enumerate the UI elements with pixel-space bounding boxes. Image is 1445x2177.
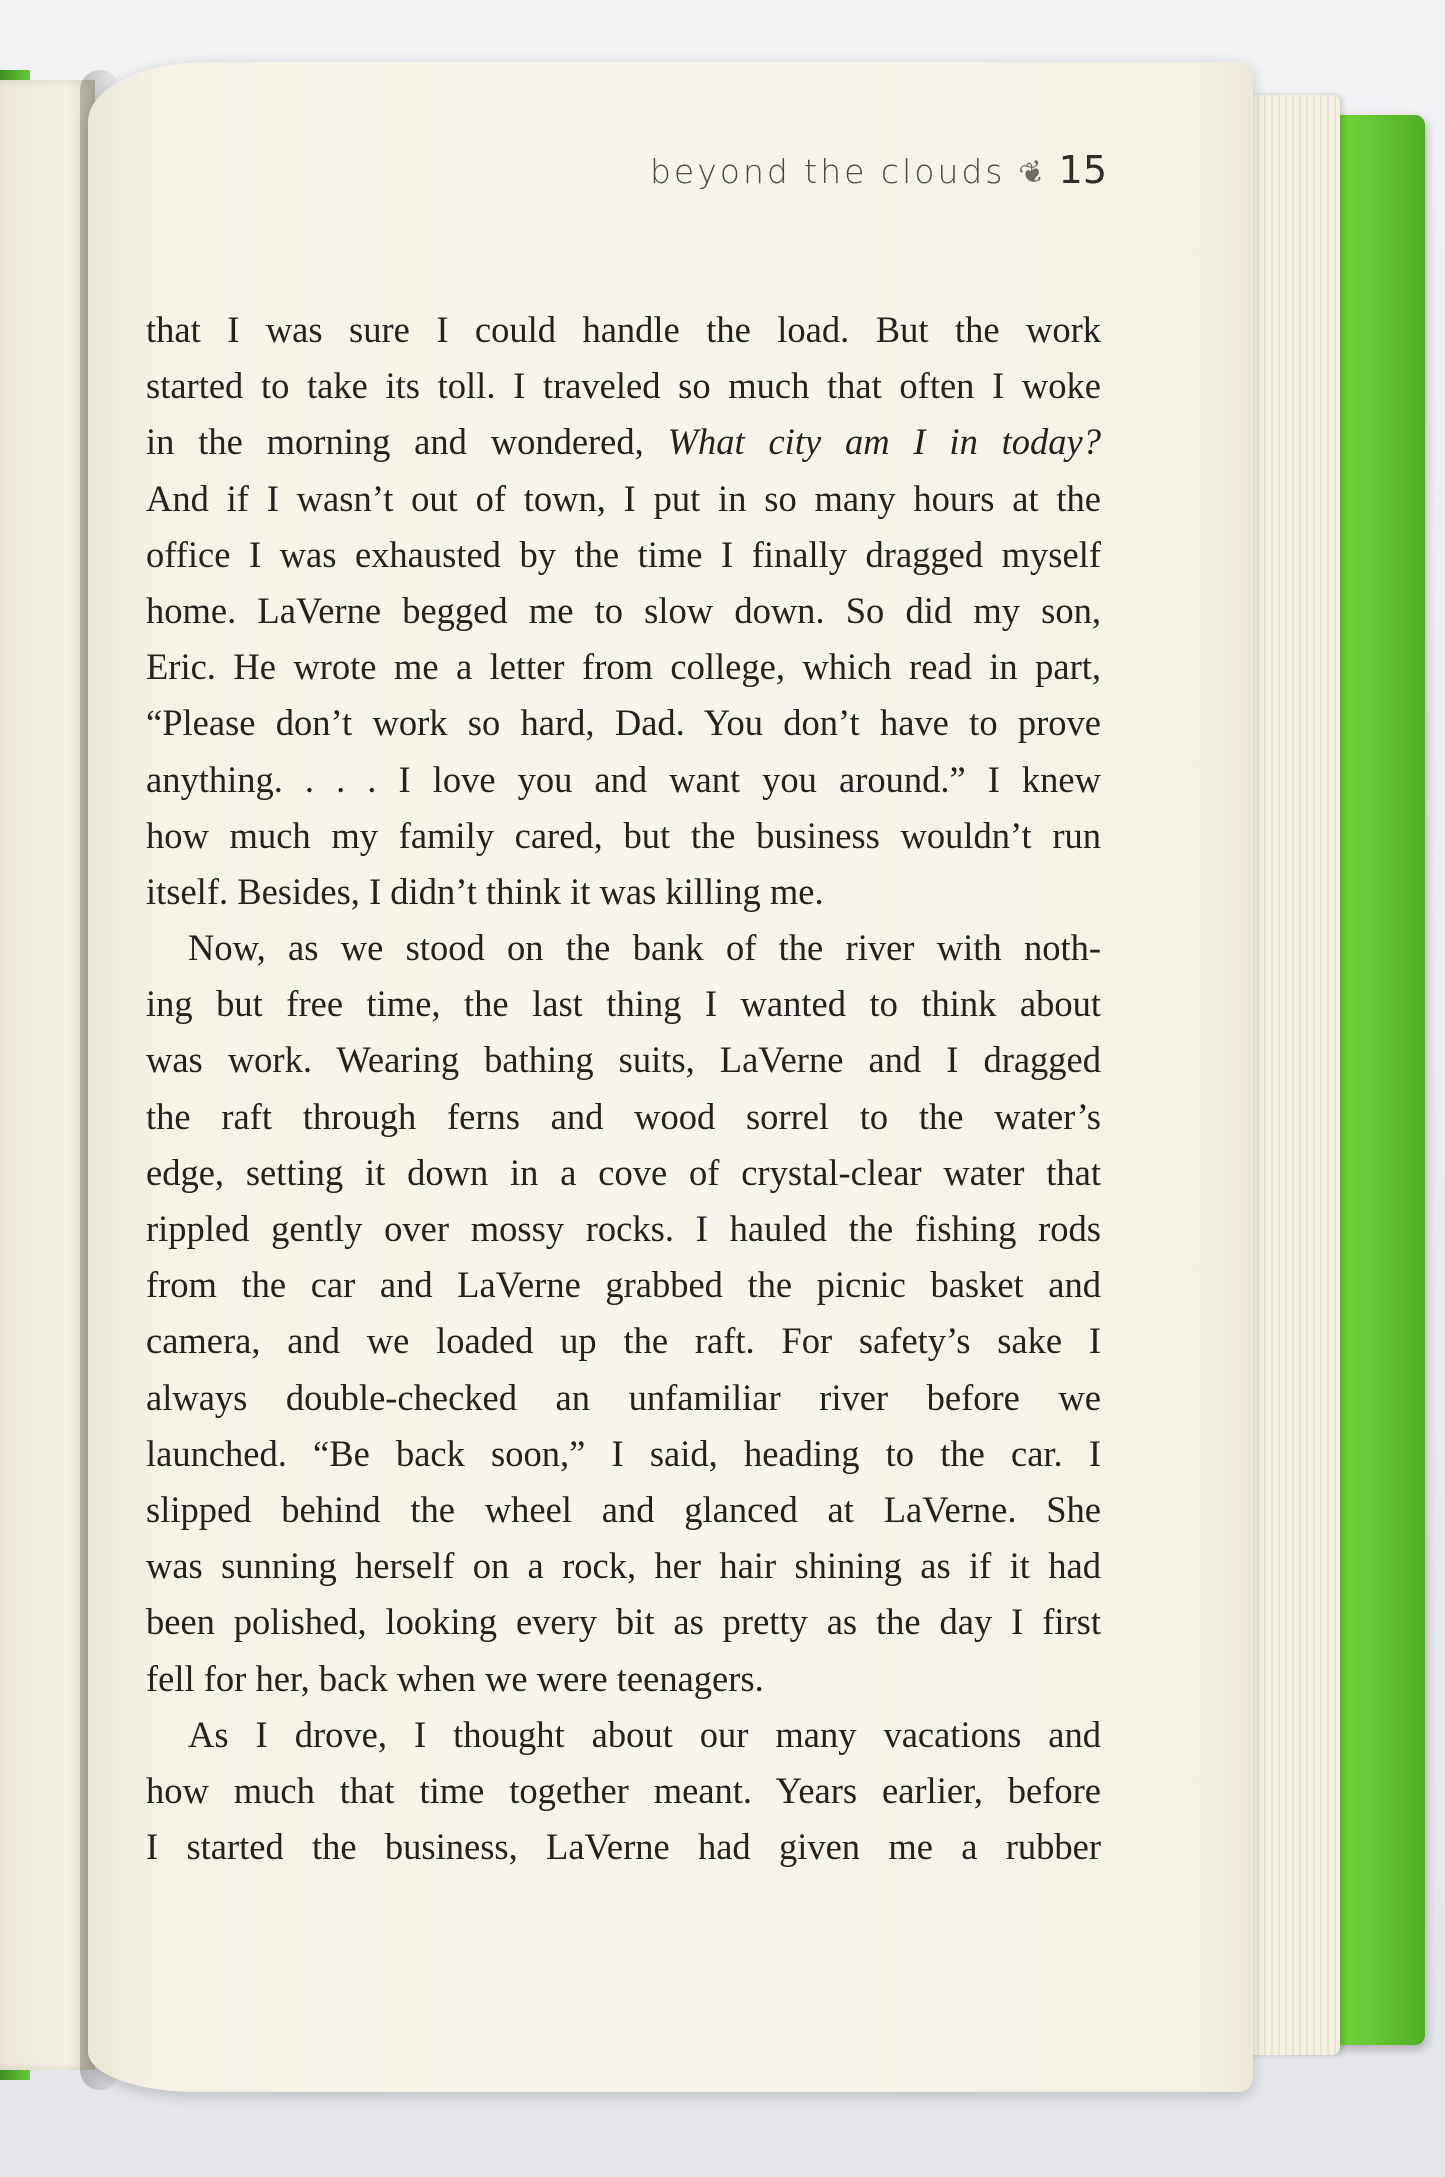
text-line: itself. Besides, I didn’t think it was killing me. xyxy=(146,870,824,912)
text-line: how much my family cared, but the business wouldn’t run xyxy=(146,814,1101,856)
text-line: As I drove, I thought about our many vacations and xyxy=(188,1713,1101,1755)
text-line: I started the business, LaVerne had given me a rubber xyxy=(146,1826,1101,1868)
text-line: Eric. He wrote me a letter from college, which read in part, xyxy=(146,646,1101,688)
text-line: that I was sure I could handle the load. But the work xyxy=(146,309,1101,350)
body-text xyxy=(146,302,1101,1875)
text-line: started to take its toll. I traveled so much that often I woke xyxy=(146,365,1101,407)
text-line: office I was exhausted by the time I finally dragged myself xyxy=(146,533,1101,575)
text-line: Now, as we stood on the bank of the river with noth- xyxy=(188,927,1101,969)
text-line: was work. Wearing bathing suits, LaVerne and I dragged xyxy=(146,1039,1101,1081)
text-line: anything. . . . I love you and want you around.” I knew xyxy=(146,758,1101,800)
running-head xyxy=(649,148,1107,195)
text-line: “Please don’t work so hard, Dad. You don’t have to prove xyxy=(146,702,1101,744)
book-page xyxy=(88,62,1253,2092)
text-line: from the car and LaVerne grabbed the picnic basket and xyxy=(146,1264,1101,1306)
text-line: ing but free time, the last thing I wanted to think about xyxy=(146,983,1101,1025)
text-line: been polished, looking every bit as pretty as the day I first xyxy=(146,1601,1101,1643)
text-line: the raft through ferns and wood sorrel to the water’s xyxy=(146,1095,1101,1137)
text-line: slipped behind the wheel and glanced at LaVerne. She xyxy=(146,1488,1101,1530)
text-line: launched. “Be back soon,” I said, heading to the car. I xyxy=(146,1432,1101,1474)
text-line: in the morning and wondered, What city am I in today? xyxy=(146,421,1101,463)
text-line: camera, and we loaded up the raft. For safety’s sake I xyxy=(146,1320,1101,1362)
leaf-ornament-icon: ❦ xyxy=(1014,152,1050,195)
text-line: rippled gently over mossy rocks. I hauled the fishing rods xyxy=(146,1208,1101,1249)
text-line: always double-checked an unfamiliar river before we xyxy=(146,1376,1101,1418)
page-number: 15 xyxy=(1058,148,1107,192)
text-line: fell for her, back when we were teenagers. xyxy=(146,1657,764,1699)
running-head-title: beyond the clouds xyxy=(649,152,1006,191)
text-line: home. LaVerne begged me to slow down. So did my son, xyxy=(146,589,1101,631)
text-line: edge, setting it down in a cove of crystal-clear water that xyxy=(146,1151,1101,1193)
text-line: how much that time together meant. Years earlier, before xyxy=(146,1769,1101,1811)
text-line: was sunning herself on a rock, her hair shining as if it had xyxy=(146,1545,1101,1587)
text-line: And if I wasn’t out of town, I put in so many hours at the xyxy=(146,477,1101,519)
page-edges xyxy=(1245,95,1340,2055)
